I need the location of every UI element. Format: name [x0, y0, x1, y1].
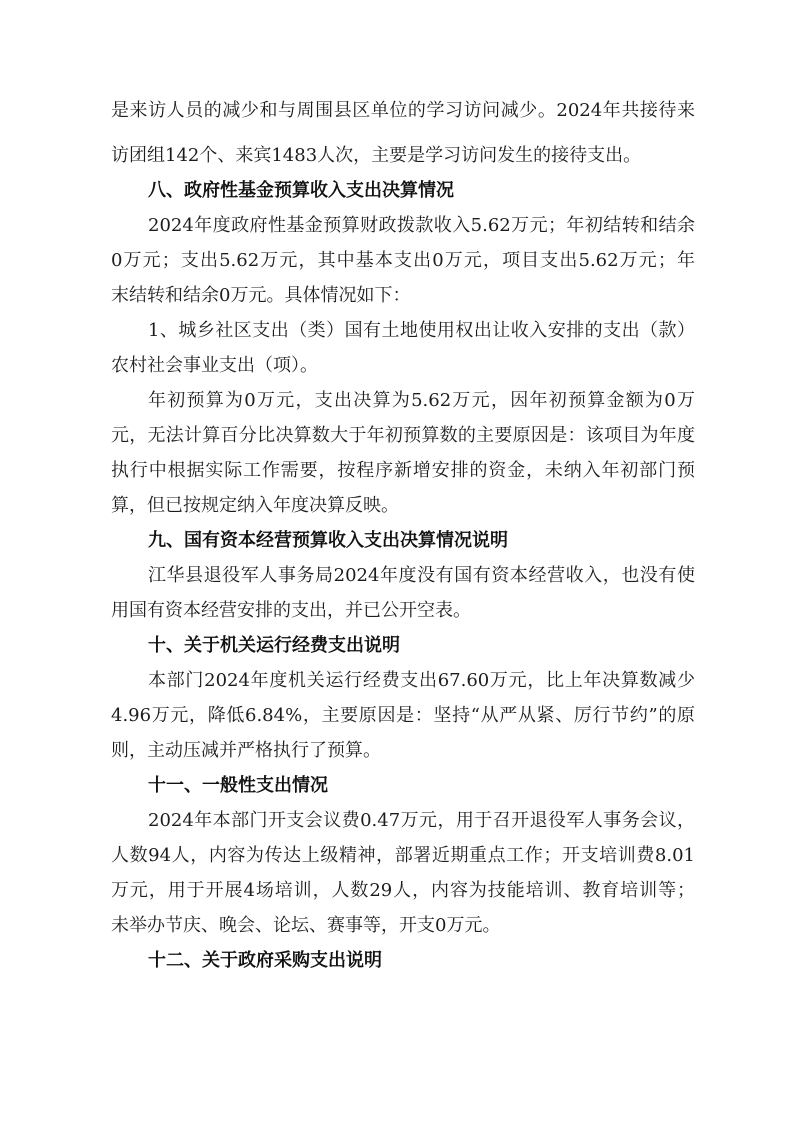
- body-text-line: 农村社会事业支出（项）。: [111, 355, 318, 376]
- body-text-line: 执行中根据实际工作需要，按程序新增安排的资金，未纳入年初部门预: [111, 460, 695, 481]
- body-text-line: 末结转和结余0万元。具体情况如下：: [111, 285, 411, 306]
- body-text-line: 4.96万元，降低6.84%，主要原因是：坚持“从严从紧、厉行节约”的原: [111, 705, 695, 726]
- body-text-line: 则，主动压减并严格执行了预算。: [111, 740, 381, 761]
- body-text-line: 江华县退役军人事务局2024年度没有国有资本经营收入，也没有使: [148, 565, 695, 586]
- section-heading-9: 九、国有资本经营预算收入支出决算情况说明: [148, 530, 508, 551]
- body-text-line: 本部门2024年度机关运行经费支出67.60万元，比上年决算数减少: [148, 670, 695, 691]
- body-text-line: 2024年度政府性基金预算财政拨款收入5.62万元；年初结转和结余: [148, 215, 695, 236]
- body-text-line: 人数94人，内容为传达上级精神，部署近期重点工作；开支培训费8.01: [111, 845, 695, 866]
- body-text-line: 用国有资本经营安排的支出，并已公开空表。: [111, 600, 471, 621]
- body-text-line: 1、城乡社区支出（类）国有土地使用权出让收入安排的支出（款）: [148, 320, 695, 341]
- body-text-line: 万元，用于开展4场培训，人数29人，内容为技能培训、教育培训等；: [111, 880, 695, 901]
- body-text-line: 0万元；支出5.62万元，其中基本支出0万元，项目支出5.62万元；年: [111, 250, 695, 271]
- section-heading-8: 八、政府性基金预算收入支出决算情况: [148, 180, 454, 201]
- section-heading-12: 十二、关于政府采购支出说明: [148, 950, 382, 971]
- section-heading-11: 十一、一般性支出情况: [148, 775, 328, 796]
- section-heading-10: 十、关于机关运行经费支出说明: [148, 635, 400, 656]
- body-text-line: 未举办节庆、晚会、论坛、赛事等，开支0万元。: [111, 915, 501, 936]
- body-text-line: 2024年本部门开支会议费0.47万元，用于召开退役军人事务会议，: [148, 810, 695, 831]
- body-text-line: 是来访人员的减少和与周围县区单位的学习访问减少。2024年共接待来: [111, 100, 695, 121]
- body-text-line: 年初预算为0万元，支出决算为5.62万元，因年初预算金额为0万: [148, 390, 695, 411]
- body-text-line: 算，但已按规定纳入年度决算反映。: [111, 495, 399, 516]
- body-text-line: 元，无法计算百分比决算数大于年初预算数的主要原因是：该项目为年度: [111, 425, 695, 446]
- body-text-line: 访团组142个、来宾1483人次，主要是学习访问发生的接待支出。: [111, 145, 642, 166]
